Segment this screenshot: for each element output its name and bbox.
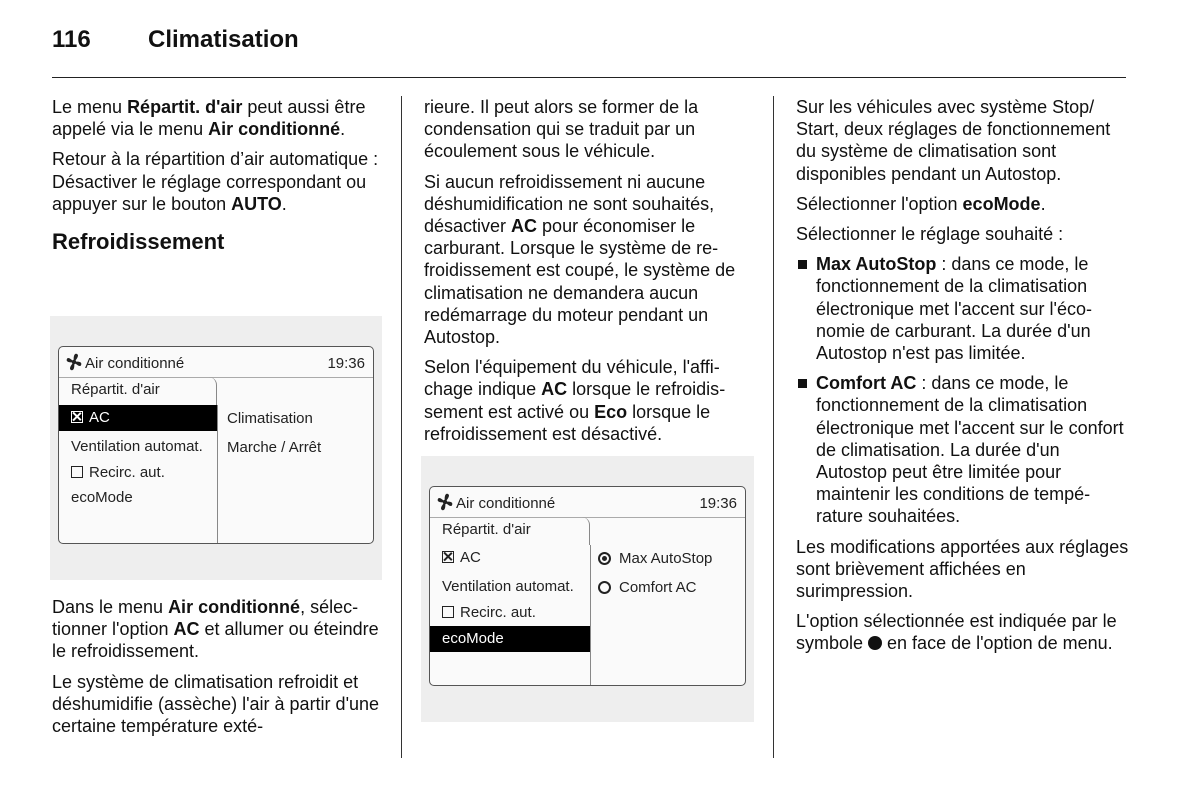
section-heading: Refroidissement [52, 229, 225, 255]
menu-item-recirc[interactable]: Recirc. aut. [430, 600, 590, 626]
option-climatisation[interactable]: Climatisation [227, 410, 313, 427]
bullet-square-icon [798, 379, 807, 388]
paragraph: Le menu Répartit. d'air peut aussi être appelé via le menu Air conditionné. [52, 97, 366, 140]
menu-item-repartit[interactable]: Répartit. d'air [71, 381, 160, 398]
menu-item-ac[interactable]: AC [59, 405, 217, 431]
filled-circle-icon [868, 636, 882, 650]
display-screen [429, 486, 746, 686]
radio-selected-icon [598, 552, 611, 565]
paragraph: Dans le menu Air conditionné, sélectionner l'option AC et allumer ou éteindre le refroidissement. [52, 597, 379, 662]
paragraph: Sélectionner l'option ecoMode. [796, 193, 1046, 214]
page-number: 116 [52, 26, 91, 53]
menu-item-ecomode[interactable]: ecoMode [430, 626, 590, 652]
paragraph: Sur les véhicules avec système Stop/ Start, deux réglages de fonctionnement du système de climatisation sont disponibles pendant un Autostop. [796, 97, 1111, 184]
checkbox-checked-icon [71, 411, 83, 423]
divider [217, 405, 218, 543]
paragraph: Sélectionner le réglage souhaité : [796, 224, 1064, 245]
paragraph: Retour à la répartition d’air automatique : Désactiver le réglage correspondant ou appuyer sur le bouton AUTO. [52, 149, 379, 214]
tab-edge [582, 517, 590, 545]
radio-unselected-icon [598, 581, 611, 594]
column-2 [424, 96, 759, 453]
screen-title: Air conditionné [85, 355, 185, 372]
list-item: Max AutoStop : dans ce mode, le fonctionnement de la climatisation électronique met l'accent sur l'économie de carburant. La durée d'un Autostop n'est pas limitée. [796, 253, 1131, 364]
clock: 19:36 [699, 495, 737, 512]
column-1-lower [52, 596, 387, 745]
menu-item-repartit[interactable]: Répartit. d'air [442, 521, 531, 538]
paragraph: Si aucun refroidissement ni aucune déshumidification ne sont souhaités, désactiver AC pour économiser le carburant. Lorsque le système de refroidissement est coupé, le système de climatisation ne demandera aucun redémarrage du moteur pendant un Autostop. [424, 171, 736, 348]
fan-icon [65, 353, 83, 371]
paragraph: Le système de climatisation refroidit et déshumidifie (assèche) l'air à partir d'une certaine température exté- [52, 671, 380, 737]
tab-edge [209, 377, 217, 405]
page-title: Climatisation [148, 26, 299, 53]
page-header [52, 26, 1126, 78]
column-divider [773, 96, 774, 758]
paragraph: rieure. Il peut alors se former de la condensation qui se traduit par un écoulement sous le véhicule. [424, 97, 699, 162]
checkbox-empty-icon [71, 466, 83, 478]
display-illustration [421, 456, 754, 722]
paragraph: Selon l'équipement du véhicule, l'affichage indique AC lorsque le refroidissement est activé ou Eco lorsque le refroidissement est désactivé. [424, 357, 726, 444]
paragraph: Les modifications apportées aux réglages sont brièvement affichées en surimpression. [796, 536, 1129, 602]
menu-item-recirc[interactable]: Recirc. aut. [59, 460, 217, 486]
list-item: Comfort AC : dans ce mode, le fonctionnement de la climatisation électronique met l'accent sur le confort de climatisation. La durée d'un Autostop peut être limitée pour maintenir les conditions de température souhaitées. [796, 372, 1131, 527]
display-screen [58, 346, 374, 544]
menu-item-ventilation[interactable]: Ventilation automat. [442, 578, 574, 595]
clock: 19:36 [327, 355, 365, 372]
option-comfort-ac[interactable]: Comfort AC [598, 579, 697, 596]
checkbox-checked-icon [442, 551, 454, 563]
checkbox-empty-icon [442, 606, 454, 618]
menu-item-ac[interactable]: AC [430, 545, 590, 571]
column-3 [796, 96, 1131, 663]
column-divider [401, 96, 402, 758]
menu-item-ecomode[interactable]: ecoMode [71, 489, 133, 506]
bullet-square-icon [798, 260, 807, 269]
column-1 [52, 96, 387, 265]
fan-icon [436, 493, 454, 511]
screen-title: Air conditionné [456, 495, 556, 512]
option-marche-arret[interactable]: Marche / Arrêt [227, 439, 322, 456]
divider [590, 545, 591, 685]
paragraph: L'option sélectionnée est indiquée par le symbole en face de l'option de menu. [796, 611, 1117, 654]
option-max-autostop[interactable]: Max AutoStop [598, 550, 712, 567]
menu-item-ventilation[interactable]: Ventilation automat. [71, 438, 203, 455]
display-illustration [50, 316, 382, 580]
